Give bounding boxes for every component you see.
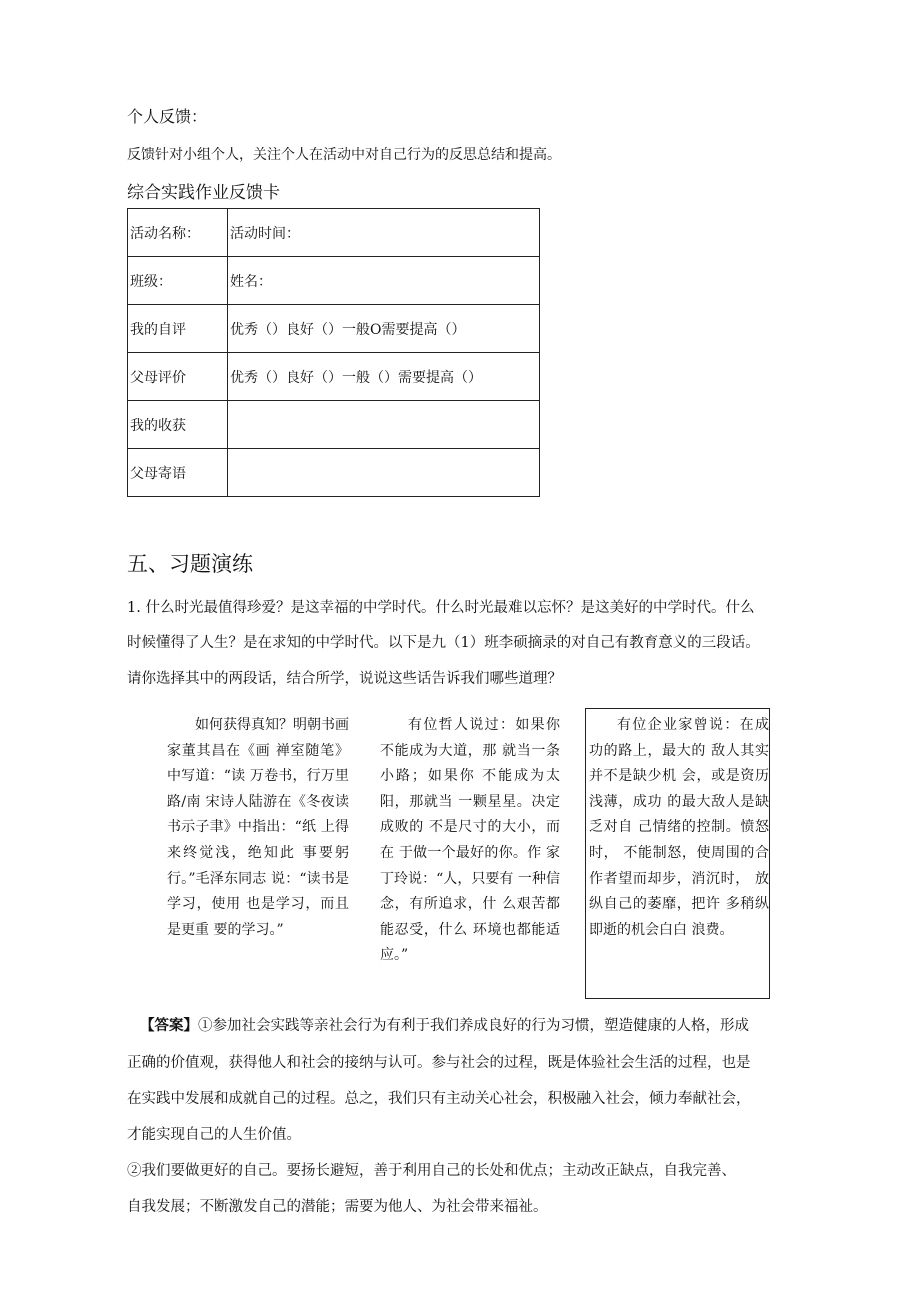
table-cell: 优秀（）良好（）一般O需要提高（）	[228, 305, 540, 353]
personal-feedback-desc: 反馈针对小组个人，关注个人在活动中对自己行为的反思总结和提高。	[127, 147, 561, 163]
table-row	[128, 401, 540, 449]
table-row	[128, 449, 540, 497]
quote-3	[589, 713, 769, 943]
answer-label: 【答案】	[140, 1017, 198, 1034]
answer-line: ①参加社会实践等亲社会行为有利于我们养成良好的行为习惯，塑造健康的人格，形成	[198, 1018, 749, 1034]
section-title: 五、习题演练	[127, 552, 253, 576]
table-cell: 姓名：	[228, 257, 540, 305]
answer-line: 在实践中发展和成就自己的过程。总之，我们只有主动关心社会，积极融入社会，倾力奉献社会，	[127, 1091, 751, 1107]
table-cell: 班级：	[128, 257, 228, 305]
answer-line: ②我们要做更好的自己。要扬长避短，善于利用自己的长处和优点；主动改正缺点，自我完善、	[127, 1163, 736, 1179]
quote-2	[380, 713, 560, 969]
table-cell: 父母评价	[128, 353, 228, 401]
question-line: 请你选择其中的两段话，结合所学，说说这些话告诉我们哪些道理？	[127, 671, 562, 687]
table-cell: 父母寄语	[128, 449, 228, 497]
answer-first-line	[140, 1014, 749, 1035]
table-row	[128, 257, 540, 305]
question-line: 1. 什么时光最值得珍爱？是这幸福的中学时代。什么时光最难以忘怀？是这美好的中学时代。什么	[127, 600, 755, 616]
feedback-card-table	[127, 208, 540, 497]
table-cell: 活动时间：	[228, 209, 540, 257]
table-row	[128, 353, 540, 401]
table-cell: 优秀（）良好（）一般（）需要提高（）	[228, 353, 540, 401]
answer-line: 自我发展；不断激发自己的潜能；需要为他人、为社会带来福祉。	[127, 1199, 548, 1215]
question-line: 时候懂得了人生？是在求知的中学时代。以下是九（1）班李硕摘录的对自己有教育意义的三段话。	[127, 635, 760, 651]
quote-1	[167, 713, 349, 943]
table-cell	[228, 449, 540, 497]
table-cell: 我的自评	[128, 305, 228, 353]
table-row	[128, 209, 540, 257]
quote-3-text: 有位企业家曾说：在成功的路上，最大的 敌人其实并不是缺少机 会，或是资历浅薄，成功 的最大敌人是缺乏对自 己情绪的控制。愤怒时， 不能制怒，使周围的合 作者望而却步，消沉时， 放纵自己的萎靡，把许 多稍纵即逝的机会白白 浪费。	[589, 717, 769, 938]
table-cell: 活动名称：	[128, 209, 228, 257]
table-cell: 我的收获	[128, 401, 228, 449]
table-row	[128, 305, 540, 353]
quote-2-text: 有位哲人说过：如果你不能成为大道，那 就当一条小路；如果你 不能成为太阳，那就当 一颗星星。决定成败的 不是尺寸的大小，而在 于做一个最好的你。作 家丁玲说：“人，只要有 一种信念，有所追求，什 么艰苦都能忍受，什么 环境也都能适应。”	[380, 717, 560, 964]
quote-1-text: 如何获得真知？明朝书画家董其昌在《画 禅室随笔》中写道：“读 万卷书，行万里路/南 宋诗人陆游在《冬夜读 书示子聿》中指出：“纸 上得来终觉浅，绝知此 事要躬行。”毛泽东同志 说：“读书是学习，使用 也是学习，而且是更重 要的学习。”	[167, 717, 349, 938]
answer-line: 正确的价值观，获得他人和社会的接纳与认可。参与社会的过程，既是体验社会生活的过程，也是	[127, 1055, 751, 1071]
feedback-card-title: 综合实践作业反馈卡	[127, 183, 280, 203]
personal-feedback-heading: 个人反馈：	[127, 107, 208, 126]
table-cell	[228, 401, 540, 449]
answer-line: 才能实现自己的人生价值。	[127, 1127, 301, 1143]
